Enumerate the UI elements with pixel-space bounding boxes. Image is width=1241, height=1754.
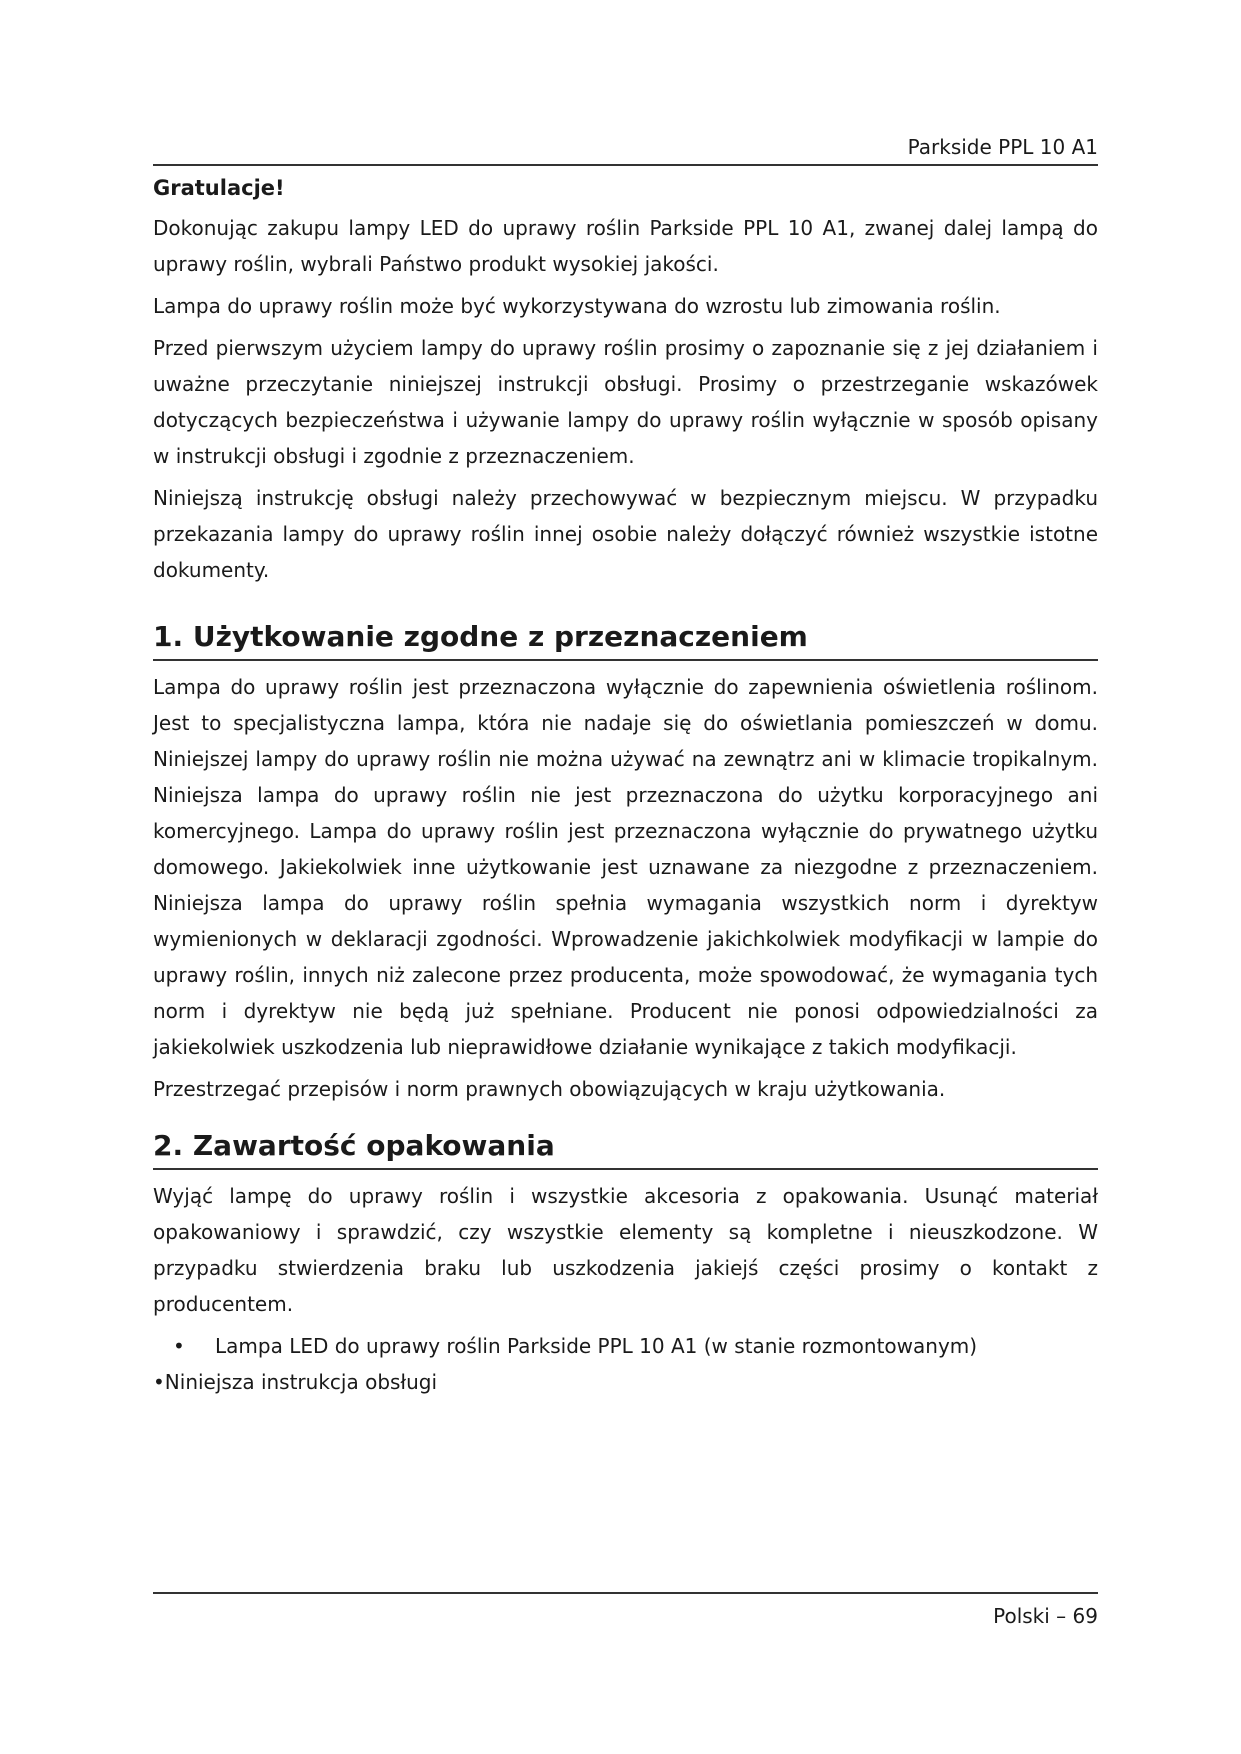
running-header: Parkside PPL 10 A1: [153, 130, 1098, 166]
section-body-package-contents: [153, 1178, 1098, 1400]
intro-paragraph: Przed pierwszym użyciem lampy do uprawy roślin prosimy o zapoznanie się z jej działaniem i uważne przeczytanie niniejszej instrukcji obsługi. Prosimy o przestrzeganie wskazówek dotyczących bezpieczeństwa i używanie lampy do uprawy roślin wyłącznie w sposób opisany w instrukcji obsługi i zgodnie z przeznaczeniem.: [153, 336, 1098, 468]
section-heading-intended-use: 1. Użytkowanie zgodne z przeznaczeniem: [153, 620, 1098, 661]
intro-paragraph: Dokonując zakupu lampy LED do uprawy roślin Parkside PPL 10 A1, zwanej dalej lampą do uprawy roślin, wybrali Państwo produkt wysokiej jakości.: [153, 216, 1098, 276]
section-heading-package-contents: 2. Zawartość opakowania: [153, 1129, 1098, 1170]
intro-paragraph: Niniejszą instrukcję obsługi należy przechowywać w bezpiecznym miejscu. W przypadku przekazania lampy do uprawy roślin innej osobie należy dołączyć również wszystkie istotne dokumenty.: [153, 486, 1098, 582]
contents-list: [153, 1328, 1098, 1400]
section-paragraph: Wyjąć lampę do uprawy roślin i wszystkie akcesoria z opakowania. Usunąć materiał opakowaniowy i sprawdzić, czy wszystkie elementy są kompletne i nieuszkodzone. W przypadku stwierdzenia braku lub uszkodzenia jakiejś części prosimy o kontakt z producentem.: [153, 1184, 1098, 1316]
list-item: •Niniejsza instrukcja obsługi: [153, 1370, 438, 1394]
page-content: [153, 130, 1098, 1400]
intro-title: Gratulacje!: [153, 176, 285, 200]
intro-paragraph: Lampa do uprawy roślin może być wykorzystywana do wzrostu lub zimowania roślin.: [153, 294, 1001, 318]
section-body-intended-use: [153, 669, 1098, 1107]
section-paragraph: Lampa do uprawy roślin jest przeznaczona wyłącznie do zapewnienia oświetlenia roślinom. Jest to specjalistyczna lampa, która nie nadaje się do oświetlania pomieszczeń w domu. Niniejszej lampy do uprawy roślin nie można używać na zewnątrz ani w klimacie tropikalnym. Niniejsza lampa do uprawy roślin nie jest przeznaczona do użytku korporacyjnego ani komercyjnego. Lampa do uprawy roślin jest przeznaczona wyłącznie do prywatnego użytku domowego. Jakiekolwiek inne użytkowanie jest uznawane za niezgodne z przeznaczeniem. Niniejsza lampa do uprawy roślin spełnia wymagania wszystkich norm i dyrektyw wymienionych w deklaracji zgodności. Wprowadzenie jakichkolwiek modyfikacji w lampie do uprawy roślin, innych niż zalecone przez producenta, może spowodować, że wymagania tych norm i dyrektyw nie będą już spełniane. Producent nie ponosi odpowiedzialności za jakiekolwiek uszkodzenia lub nieprawidłowe działanie wynikające z takich modyfikacji.: [153, 675, 1098, 1059]
list-item: • Lampa LED do uprawy roślin Parkside PPL 10 A1 (w stanie rozmontowanym): [153, 1328, 1098, 1364]
section-paragraph: Przestrzegać przepisów i norm prawnych obowiązujących w kraju użytkowania.: [153, 1077, 946, 1101]
page-footer: Polski – 69: [153, 1592, 1098, 1628]
